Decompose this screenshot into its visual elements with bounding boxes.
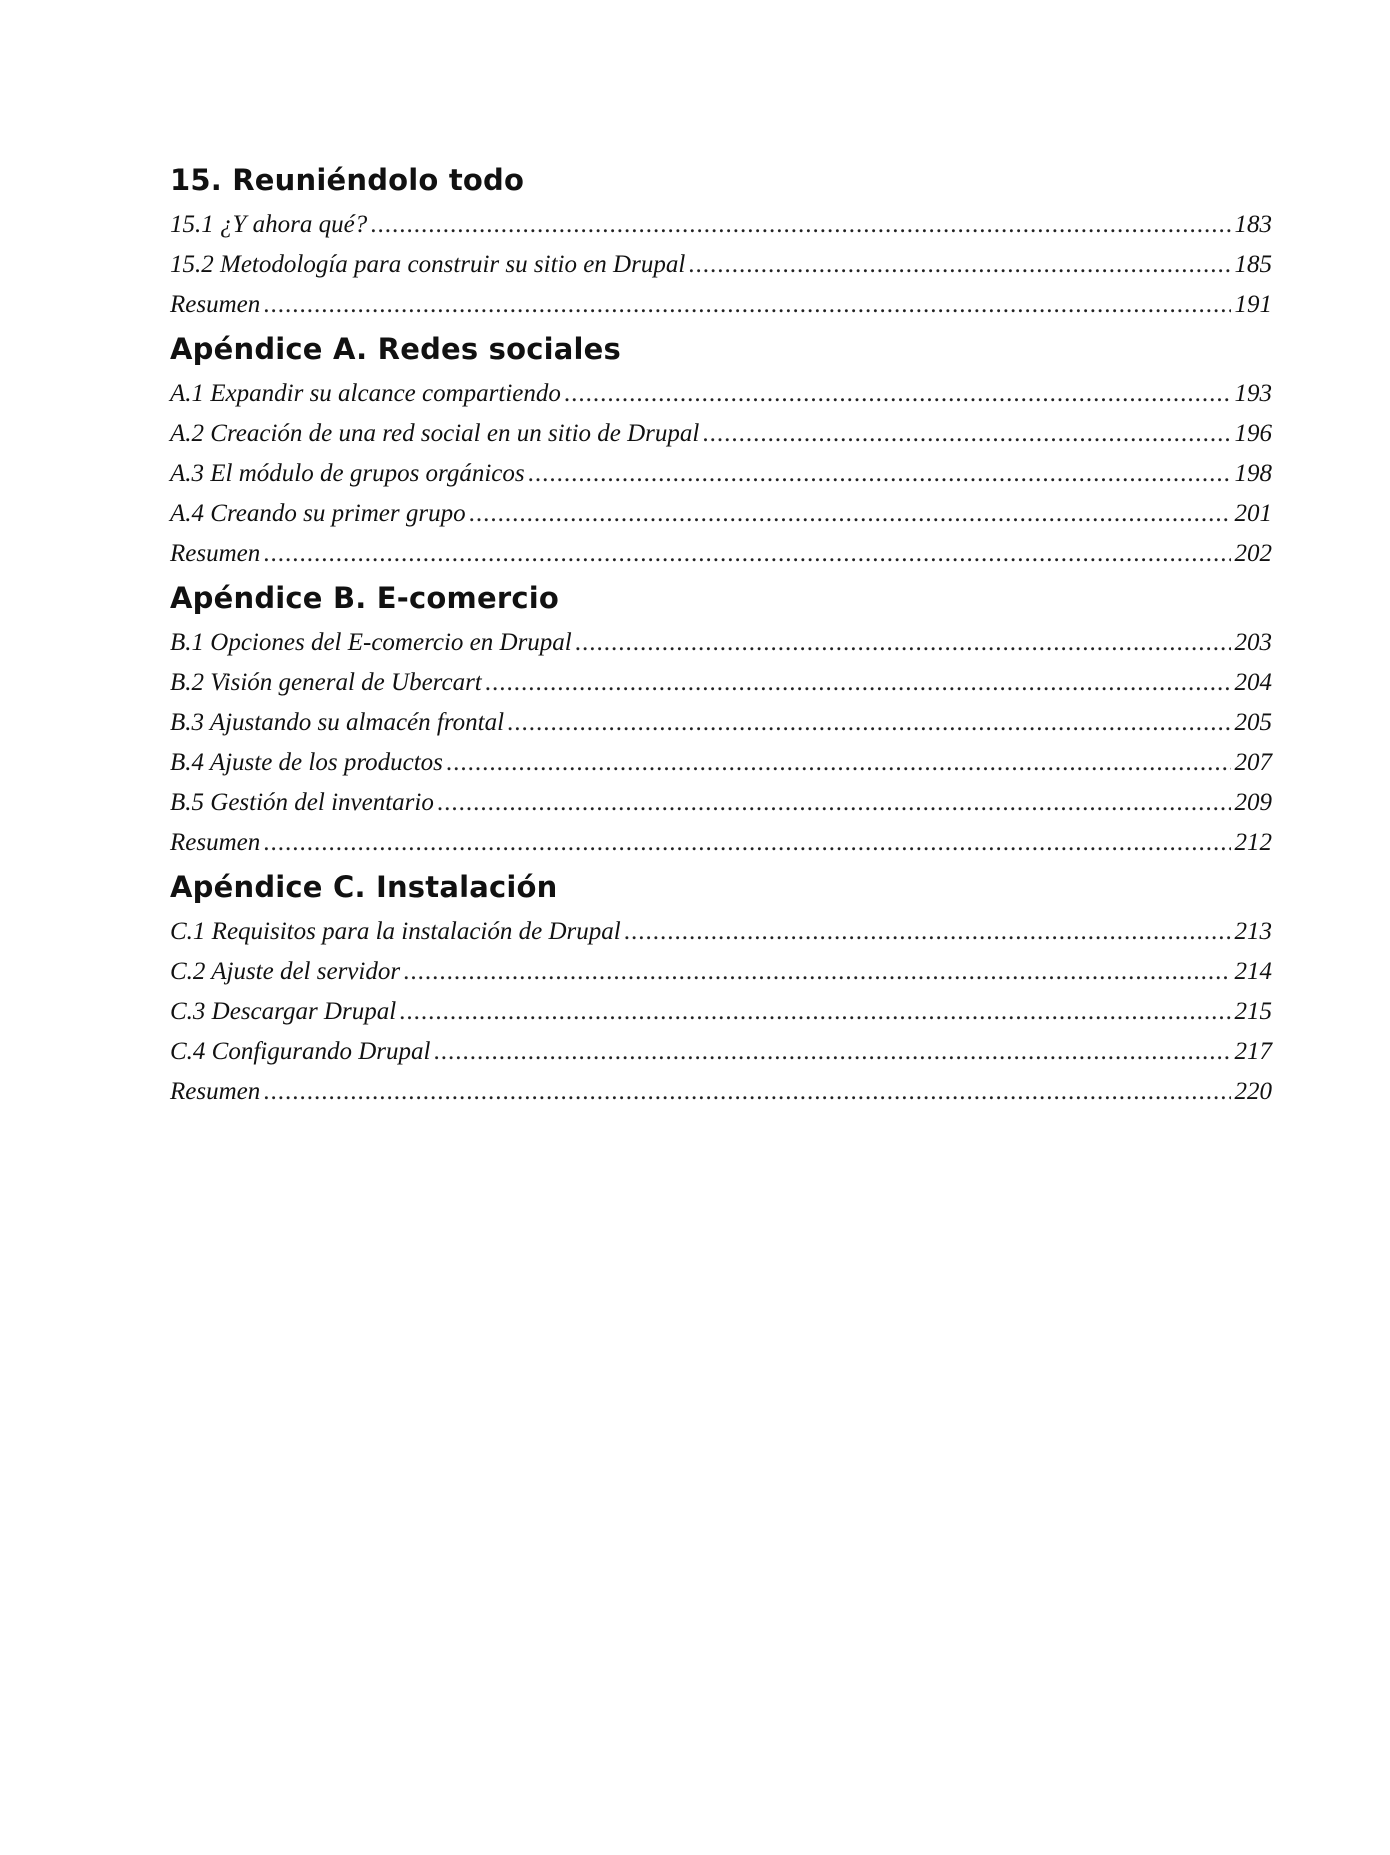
toc-section-appendix-b (170, 580, 1272, 863)
dot-leader (507, 703, 1230, 743)
entry-page-number: 217 (1234, 1038, 1272, 1065)
dot-leader (688, 245, 1230, 285)
entry-page-number: 201 (1234, 500, 1272, 527)
toc-entry[interactable] (170, 992, 1272, 1032)
toc-entry[interactable] (170, 534, 1272, 574)
toc-entry[interactable] (170, 823, 1272, 863)
entry-page-number: 204 (1234, 669, 1272, 696)
dot-leader (624, 912, 1231, 952)
section-title: Apéndice C. Instalación (170, 870, 558, 904)
entry-page-number: 193 (1234, 380, 1272, 407)
toc-entry[interactable] (170, 494, 1272, 534)
toc-section-15 (170, 162, 1272, 325)
entry-page-number: 203 (1234, 629, 1272, 656)
entry-label: A.2 Creación de una red social en un sitio de Drupal (170, 420, 700, 447)
entry-label: C.1 Requisitos para la instalación de Drupal (170, 918, 621, 945)
entry-label: A.1 Expandir su alcance compartiendo (170, 380, 561, 407)
table-of-contents (170, 162, 1272, 1112)
entry-page-number: 212 (1234, 829, 1272, 856)
toc-section-appendix-a (170, 331, 1272, 574)
dot-leader (564, 374, 1231, 414)
toc-entry[interactable] (170, 663, 1272, 703)
toc-entry[interactable] (170, 703, 1272, 743)
dot-leader (399, 992, 1230, 1032)
entry-page-number: 215 (1234, 998, 1272, 1025)
dot-leader (263, 534, 1230, 574)
dot-leader (263, 823, 1230, 863)
entry-page-number: 207 (1234, 749, 1272, 776)
entry-page-number: 185 (1234, 251, 1272, 278)
entry-page-number: 198 (1234, 460, 1272, 487)
entry-label: B.2 Visión general de Ubercart (170, 669, 482, 696)
entry-label: A.4 Creando su primer grupo (170, 500, 466, 527)
entry-label: B.5 Gestión del inventario (170, 789, 434, 816)
entry-label: B.4 Ajuste de los productos (170, 749, 443, 776)
dot-leader (437, 783, 1231, 823)
section-title: Apéndice B. E-comercio (170, 581, 559, 615)
entry-label: B.1 Opciones del E-comercio en Drupal (170, 629, 572, 656)
toc-entry[interactable] (170, 1072, 1272, 1112)
entry-page-number: 213 (1234, 918, 1272, 945)
toc-entry[interactable] (170, 952, 1272, 992)
toc-entry[interactable] (170, 783, 1272, 823)
entry-page-number: 220 (1234, 1078, 1272, 1105)
toc-entry[interactable] (170, 623, 1272, 663)
toc-entry[interactable] (170, 374, 1272, 414)
toc-entry[interactable] (170, 912, 1272, 952)
entry-label: Resumen (170, 540, 261, 567)
dot-leader (370, 205, 1230, 245)
entry-page-number: 202 (1234, 540, 1272, 567)
entry-label: Resumen (170, 1078, 261, 1105)
dot-leader (446, 743, 1231, 783)
dot-leader (485, 663, 1231, 703)
dot-leader (575, 623, 1231, 663)
entry-label: Resumen (170, 291, 261, 318)
dot-leader (702, 414, 1230, 454)
entry-label: A.3 El módulo de grupos orgánicos (170, 460, 525, 487)
dot-leader (403, 952, 1230, 992)
toc-entry[interactable] (170, 454, 1272, 494)
entry-page-number: 191 (1234, 291, 1272, 318)
entry-page-number: 196 (1234, 420, 1272, 447)
entry-label: 15.1 ¿Y ahora qué? (170, 211, 368, 238)
toc-entry[interactable] (170, 1032, 1272, 1072)
entry-label: C.4 Configurando Drupal (170, 1038, 431, 1065)
toc-entry[interactable] (170, 414, 1272, 454)
toc-section-appendix-c (170, 869, 1272, 1112)
section-title: 15. Reuniéndolo todo (170, 163, 525, 197)
toc-entry[interactable] (170, 205, 1272, 245)
toc-entry[interactable] (170, 285, 1272, 325)
entry-page-number: 183 (1234, 211, 1272, 238)
toc-entry[interactable] (170, 743, 1272, 783)
entry-page-number: 209 (1234, 789, 1272, 816)
entry-page-number: 214 (1234, 958, 1272, 985)
dot-leader (528, 454, 1231, 494)
section-title: Apéndice A. Redes sociales (170, 332, 622, 366)
entry-label: Resumen (170, 829, 261, 856)
dot-leader (469, 494, 1231, 534)
dot-leader (263, 285, 1230, 325)
dot-leader (263, 1072, 1230, 1112)
entry-label: B.3 Ajustando su almacén frontal (170, 709, 505, 736)
toc-entry[interactable] (170, 245, 1272, 285)
entry-label: 15.2 Metodología para construir su sitio en Drupal (170, 251, 686, 278)
entry-page-number: 205 (1234, 709, 1272, 736)
dot-leader (433, 1032, 1230, 1072)
entry-label: C.2 Ajuste del servidor (170, 958, 401, 985)
entry-label: C.3 Descargar Drupal (170, 998, 397, 1025)
